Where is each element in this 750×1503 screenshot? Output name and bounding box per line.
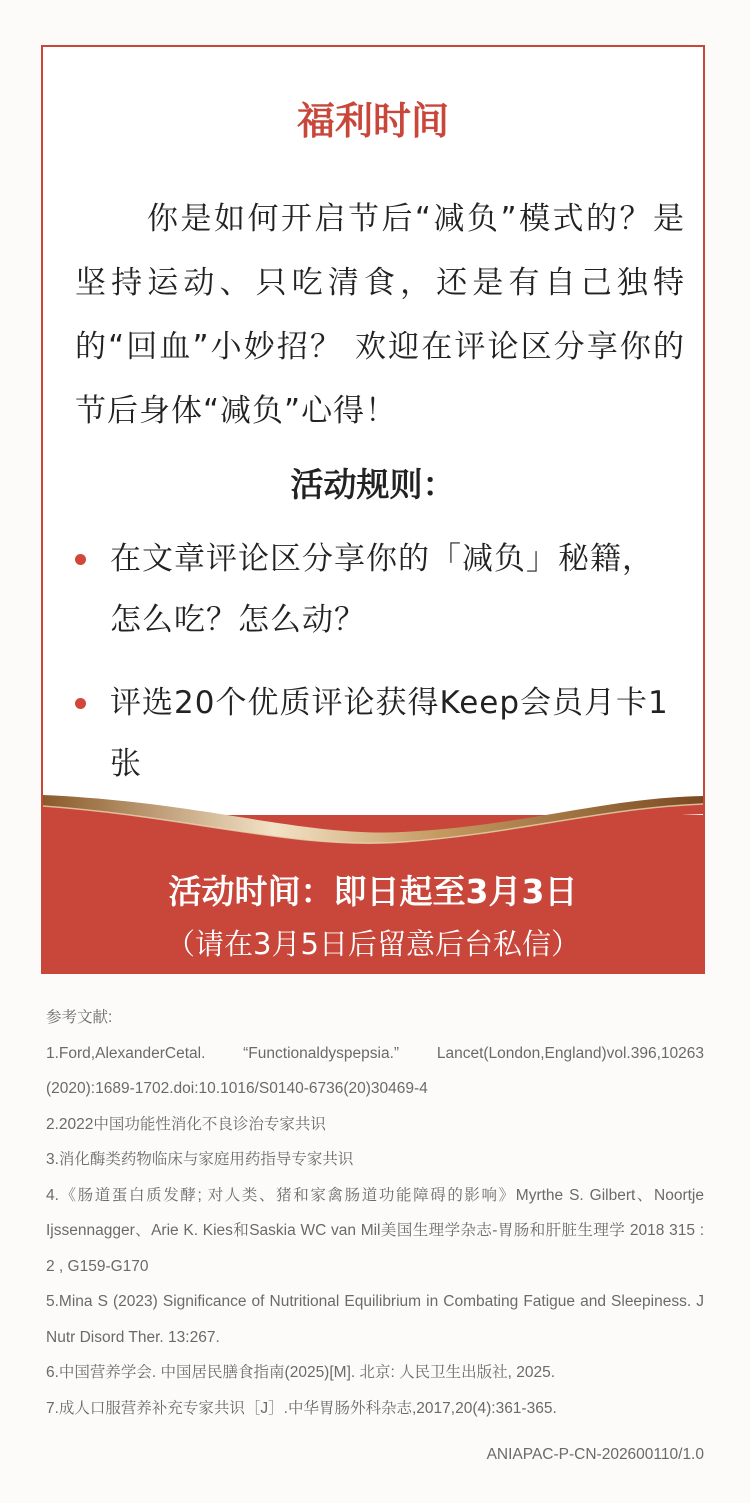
rule-text: 评选20个优质评论获得Keep会员月卡1张 [110,685,669,782]
rule-item [75,529,675,651]
title-wrap [43,97,703,145]
reference-item: 3.消化酶类药物临床与家庭用药指导专家共识 [46,1151,354,1168]
reference-item: 7.成人口服营养补充专家共识［J］.中华胃肠外科杂志,2017,20(4):361-365. [46,1399,557,1417]
rules-list [75,529,675,817]
bullet-dot-icon [75,554,86,565]
page-title: 福利时间 [285,97,461,145]
rule-item [75,673,675,795]
gold-wave-decoration [43,792,703,872]
reference-item: 5.Mina S (2023) Significance of Nutritional Equilibrium in Combating Fatigue and Sleepiness. J Nutr Disord Ther. 13:267. [46,1293,704,1346]
reference-item: 1.Ford,AlexanderCetal. “Functionaldyspepsia.” Lancet(London,England)vol.396,10263 (2020):1689-1702.doi:10.1016/S0140-6736(20)30469-4 [46,1044,704,1097]
bullet-dot-icon [75,698,86,709]
banner-text [43,870,703,964]
document-code: ANIAPAC-P-CN-202600110/1.0 [486,1446,704,1463]
references [46,1000,704,1426]
rules-title: 活动规则： [290,465,456,504]
reference-item: 2.2022中国功能性消化不良诊治专家共识 [46,1115,326,1133]
intro-paragraph: 你是如何开启节后“减负”模式的？是坚持运动、只吃清食，还是有自己独特的“回血”小妙招？ 欢迎在评论区分享你的节后身体“减负”心得！ [75,201,685,429]
activity-note: （请在3月5日后留意后台私信） [166,927,580,961]
activity-time: 活动时间：即日起至3月3日 [168,872,578,911]
reference-item: 6.中国营养学会. 中国居民膳食指南(2025)[M]. 北京: 人民卫生出版社, 2025. [46,1364,555,1381]
rule-text: 在文章评论区分享你的「减负」秘籍，怎么吃？怎么动？ [110,541,654,638]
references-title: 参考文献: [46,1009,113,1026]
reference-item: 4.《肠道蛋白质发酵; 对人类、猪和家禽肠道功能障碍的影响》Myrthe S. Gilbert、Noortje Ijssennagger、Arie K. Kies和Saskia WC van Mil美国生理学杂志-胃肠和肝脏生理学 2018 315 : 2 , G159-G170 [46,1186,704,1275]
activity-card [41,45,705,974]
